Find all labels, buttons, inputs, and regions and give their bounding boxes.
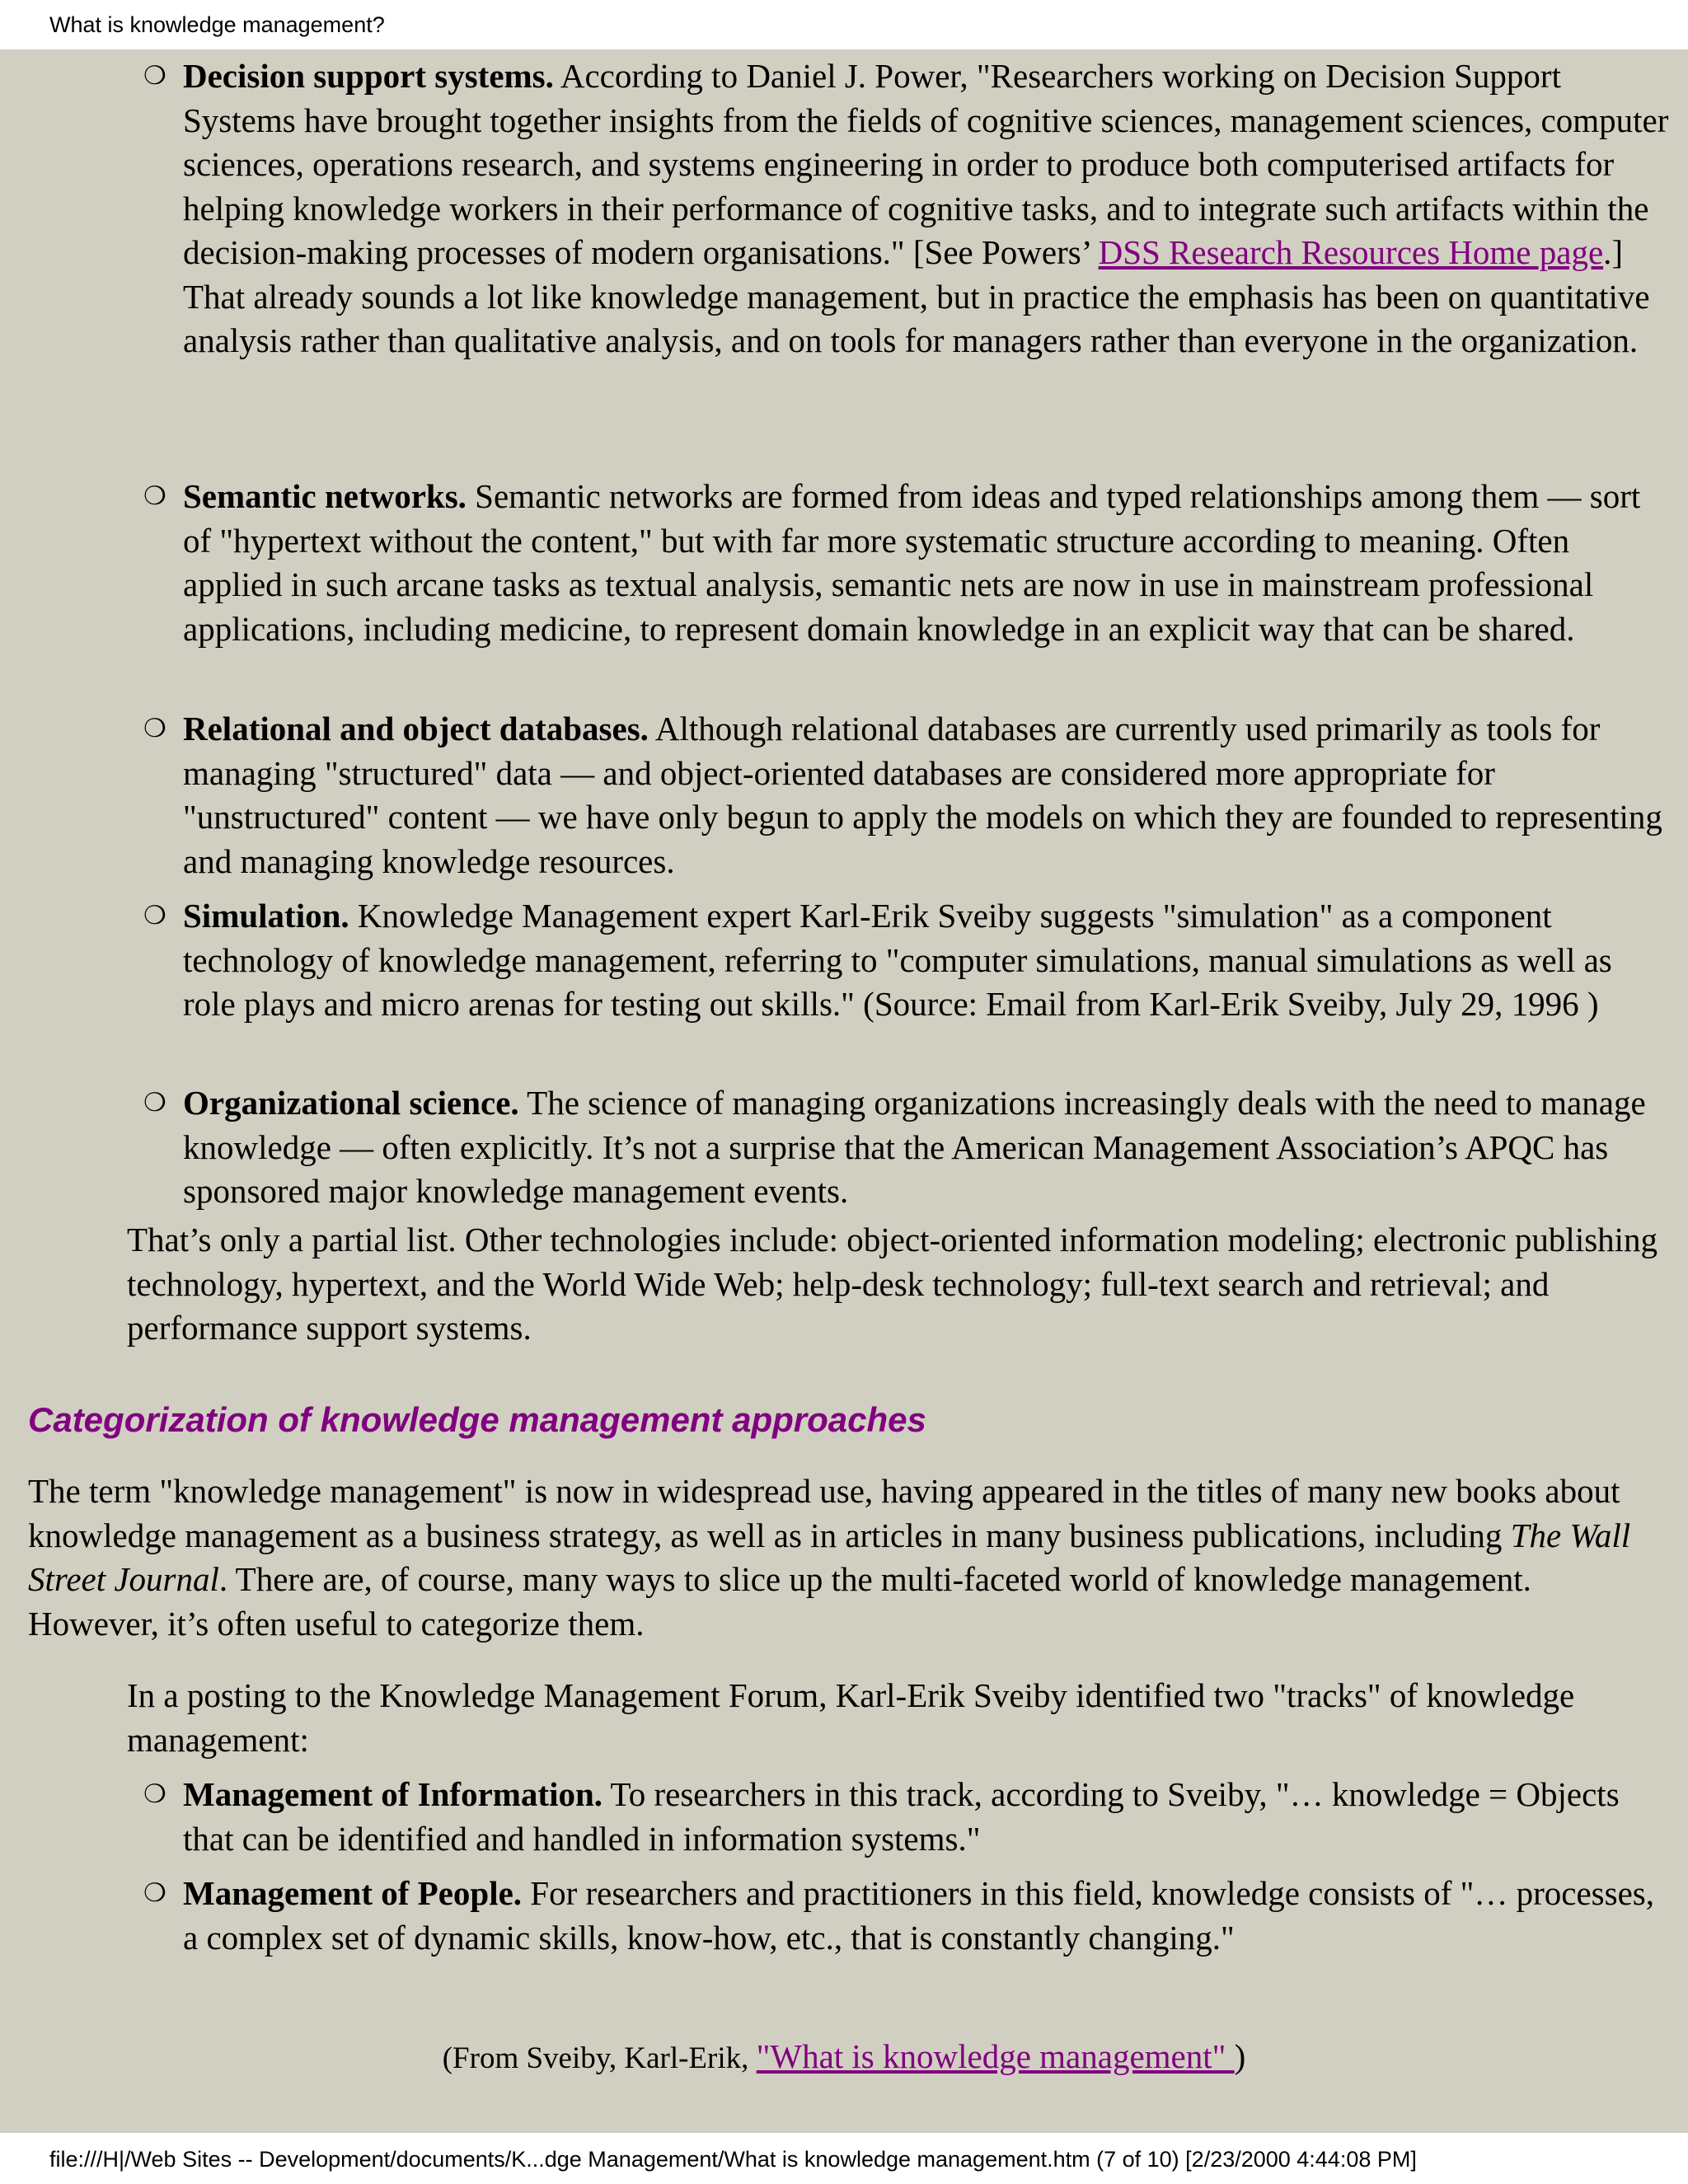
citation-suffix: ) (1234, 2037, 1246, 2075)
list-item-semantic-networks (143, 475, 1672, 651)
print-header (0, 0, 1688, 49)
item-term: Decision support systems. (183, 57, 554, 95)
intro-text-continued: . There are, of course, many ways to slice up the multi-faceted world of knowledge management. However, it’s often useful to categorize them. (28, 1560, 1531, 1643)
list-item-decision-support (143, 54, 1672, 363)
item-text: Semantic networks are formed from ideas and typed relationships among them — sort of "hypertext without the content," but with far more systematic structure according to meaning. Often applied in such arcane tasks as textual analysis, semantic nets are now in use in mainstream professional applications, including medicine, to represent domain knowledge in an explicit way that can be shared. (183, 477, 1641, 648)
item-term: Simulation. (183, 897, 349, 935)
list-item-organizational-science (143, 1081, 1672, 1214)
item-text: The science of managing organizations increasingly deals with the need to manage knowledge — often explicitly. It’s not a surprise that the American Management Association’s APQC has sponsored major knowledge management events. (183, 1084, 1646, 1210)
bullet-icon: ❍ (143, 901, 166, 930)
item-text: Knowledge Management expert Karl-Erik Sveiby suggests "simulation" as a component technology of knowledge management, referring to "computer simulations, manual simulations as well as role plays and micro arenas for testing out skills." (Source: Email from Karl-Erik Sveiby, July 29, 1996 ) (183, 897, 1612, 1023)
item-text: To researchers in this track, according to Sveiby, "… knowledge = Objects that can be identified and handled in information systems." (183, 1775, 1620, 1858)
intro-text: The term "knowledge management" is now in widespread use, having appeared in the titles of many new books about knowledge management as a business strategy, as well as in articles in many business publications, including (28, 1472, 1620, 1554)
item-term: Organizational science. (183, 1084, 519, 1122)
forum-paragraph: In a posting to the Knowledge Management Forum, Karl-Erik Sveiby identified two "tracks" of knowledge management: (127, 1676, 1575, 1759)
intro-paragraph (28, 1469, 1668, 1646)
bullet-icon: ❍ (143, 481, 166, 511)
print-footer (0, 2133, 1688, 2184)
item-text: According to Daniel J. Power, "Researchers working on Decision Support Systems have brought together insights from the fields of cognitive sciences, management sciences, computer sciences, operations research, and systems engineering in order to produce both computerised artifacts for helping knowledge workers in their performance of cognitive tasks, and to integrate such artifacts within the decision-making processes of modern organisations." [See Powers’ (183, 57, 1669, 271)
list-item-databases (143, 707, 1672, 883)
what-is-km-link[interactable]: "What is knowledge management" (756, 2037, 1235, 2075)
item-term: Relational and object databases. (183, 710, 649, 748)
wsj-title: The Wall Street Journal (28, 1516, 1631, 1598)
section-heading: Categorization of knowledge management approaches (28, 1400, 926, 1439)
citation-prefix: (From Sveiby, Karl-Erik, (442, 2041, 757, 2075)
list-item-simulation (143, 894, 1672, 1027)
bullet-icon: ❍ (143, 1878, 166, 1908)
item-text: For researchers and practitioners in this field, knowledge consists of "… processes, a complex set of dynamic skills, know-how, etc., that is constantly changing." (183, 1874, 1654, 1957)
document-title: What is knowledge management? (49, 12, 385, 37)
item-term: Management of People. (183, 1874, 523, 1912)
item-text-continued: .] That already sounds a lot like knowledge management, but in practice the emphasis has been on quantitative analysis rather than qualitative analysis, and on tools for managers rather than everyone in the organization. (183, 233, 1650, 359)
footer-url: file:///H|/Web Sites -- Development/documents/K...dge Management/What is knowledge management.htm (7 of 10) [2/23/2000 4:44:08 PM] (49, 2147, 1417, 2172)
item-text: Although relational databases are currently used primarily as tools for managing "structured" data — and object-oriented databases are considered more appropriate for "unstructured" content — we have only begun to apply the models on which they are founded to representing and managing knowledge resources. (183, 710, 1662, 880)
item-term: Semantic networks. (183, 477, 467, 515)
partial-list-paragraph: That’s only a partial list. Other technologies include: object-oriented information modeling; electronic publishing technology, hypertext, and the World Wide Web; help-desk technology; full-text search and retrieval; and performance support systems. (127, 1221, 1658, 1347)
dss-research-link[interactable]: DSS Research Resources Home page (1098, 233, 1604, 271)
bullet-icon: ❍ (143, 61, 166, 91)
bullet-icon: ❍ (143, 1779, 166, 1809)
citation (0, 2034, 1688, 2081)
item-term: Management of Information. (183, 1775, 603, 1813)
list-item-management-of-people (143, 1872, 1672, 1960)
page-content (0, 49, 1688, 2133)
bullet-icon: ❍ (143, 1088, 166, 1118)
bullet-icon: ❍ (143, 714, 166, 743)
list-item-management-of-information (143, 1773, 1672, 1861)
